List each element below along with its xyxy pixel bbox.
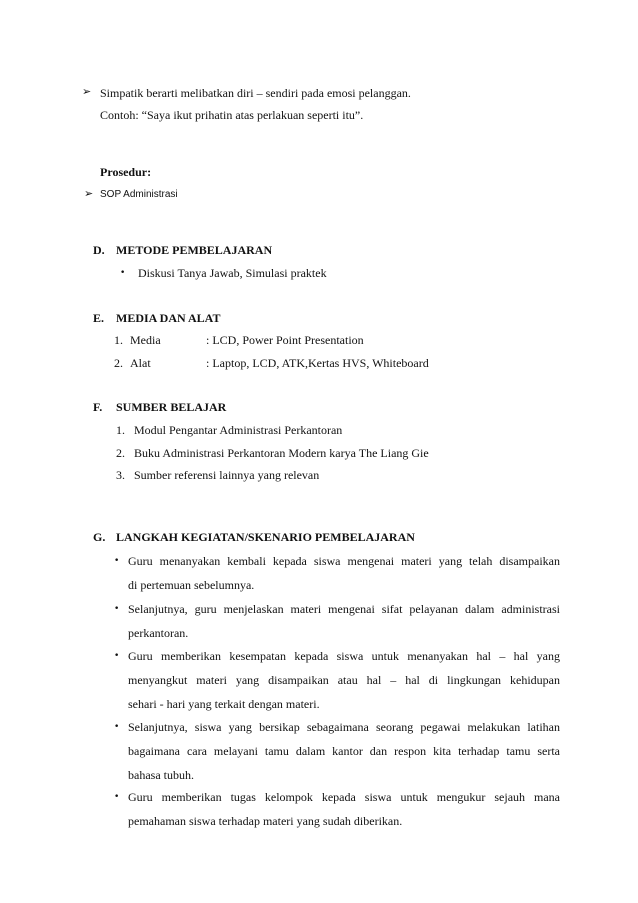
activity-step-line: Guru memberikan tugas kelompok kepada siswa untuk mengukur sejauh mana — [128, 790, 560, 804]
media-row-number: 1. — [114, 333, 123, 347]
section-f-letter: F. — [93, 400, 103, 414]
procedure-item: SOP Administrasi — [100, 189, 178, 200]
activity-step-line: pemahaman siswa terhadap materi yang sudah diberikan. — [128, 814, 403, 828]
media-row-value: : LCD, Power Point Presentation — [206, 333, 364, 347]
activity-step-line: di pertemuan sebelumnya. — [128, 578, 255, 592]
activity-step-line: bagaimana cara melayani tamu dalam kantor dan respon kita terhadap tamu serta — [128, 744, 560, 758]
activity-step-line: Selanjutnya, siswa yang bersikap sebagaimana seorang pegawai melakukan latihan — [128, 720, 560, 734]
source-number: 1. — [116, 423, 125, 437]
bullet-icon: • — [114, 722, 120, 732]
bullet-icon: • — [114, 651, 120, 661]
section-f-title: SUMBER BELAJAR — [116, 400, 227, 414]
activity-step-line: Guru memberikan kesempatan kepada siswa untuk menanyakan hal – hal yang — [128, 649, 560, 663]
source-item: Modul Pengantar Administrasi Perkantoran — [134, 423, 343, 437]
activity-step-line: sehari - hari yang terkait dengan materi. — [128, 697, 320, 711]
media-row-label: Media — [130, 333, 161, 347]
section-d-title: METODE PEMBELAJARAN — [116, 243, 273, 257]
activity-step-line: Guru menanyakan kembali kepada siswa mengenai materi yang telah disampaikan — [128, 554, 560, 568]
arrow-bullet-icon: ➢ — [84, 187, 94, 200]
tools-row-number: 2. — [114, 356, 123, 370]
section-d-letter: D. — [93, 243, 105, 257]
section-g-letter: G. — [93, 530, 106, 544]
bullet-icon: • — [120, 268, 126, 278]
section-d-item: Diskusi Tanya Jawab, Simulasi praktek — [138, 266, 327, 280]
bullet-icon: • — [114, 792, 120, 802]
activity-step-line: bahasa tubuh. — [128, 768, 194, 782]
arrow-bullet-icon: ➢ — [82, 85, 92, 98]
source-number: 3. — [116, 468, 125, 482]
source-item: Buku Administrasi Perkantoran Modern karya The Liang Gie — [134, 446, 429, 460]
section-e-title: MEDIA DAN ALAT — [116, 311, 221, 325]
bullet-icon: • — [114, 604, 120, 614]
tools-row-value: : Laptop, LCD, ATK,Kertas HVS, Whiteboard — [206, 356, 429, 370]
procedure-title: Prosedur: — [100, 165, 152, 179]
activity-step-line: Selanjutnya, guru menjelaskan materi mengenai sifat pelayanan dalam administrasi — [128, 602, 560, 616]
section-e-letter: E. — [93, 311, 105, 325]
empathy-example: Contoh: “Saya ikut prihatin atas perlakuan seperti itu”. — [100, 108, 364, 122]
activity-step-line: perkantoran. — [128, 626, 189, 640]
empathy-line: Simpatik berarti melibatkan diri – sendiri pada emosi pelanggan. — [100, 86, 411, 100]
activity-step-line: menyangkut materi yang disampaikan atau hal – hal di lingkungan kehidupan — [128, 673, 560, 687]
source-item: Sumber referensi lainnya yang relevan — [134, 468, 320, 482]
tools-row-label: Alat — [130, 356, 151, 370]
section-g-title: LANGKAH KEGIATAN/SKENARIO PEMBELAJARAN — [116, 530, 415, 544]
bullet-icon: • — [114, 556, 120, 566]
source-number: 2. — [116, 446, 125, 460]
